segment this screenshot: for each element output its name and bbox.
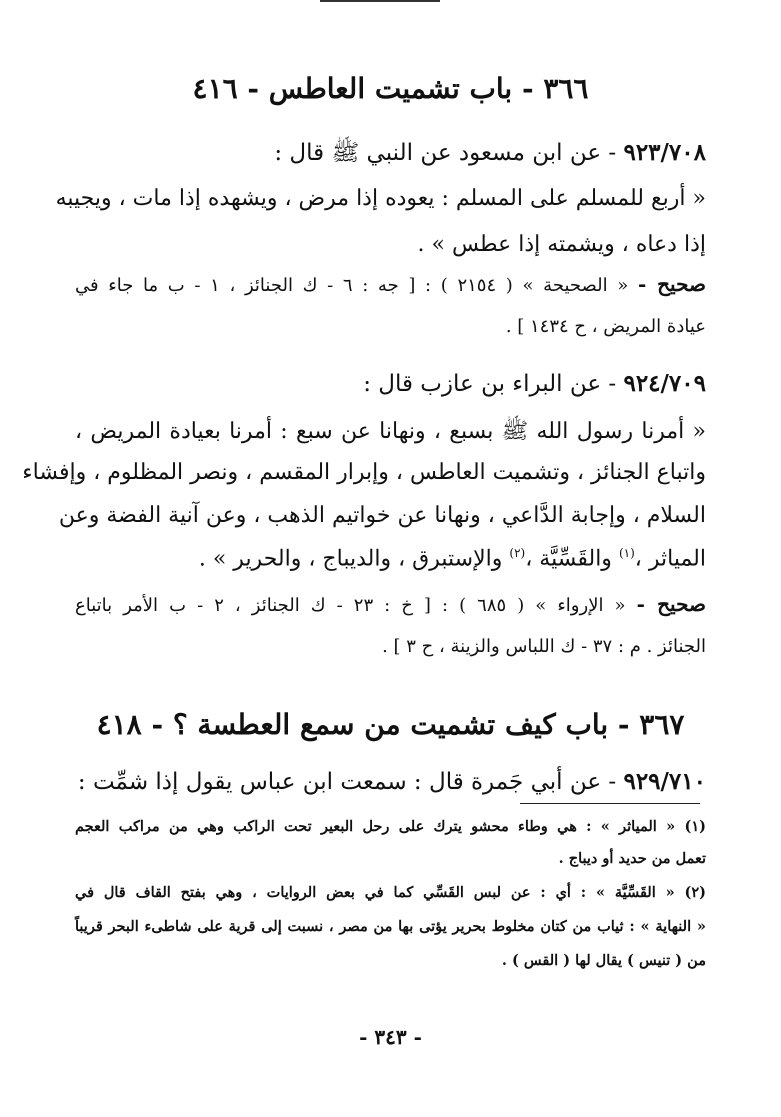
grade-source: « الإرواء » ( ٦٨٥ ) : [ خ : ٢٣ - ك الجنائز ، ٢ - ب الأمر باتباع [75, 595, 626, 616]
hadith-text-line: « أربع للمسلم على المسلم : يعوده إذا مرض ، ويشهده إذا مات ، ويجيبه [55, 186, 706, 211]
text-segment: والقَسِّيَّة ، [525, 546, 612, 572]
hadith-intro: - عن أبي جَمرة قال : سمعت ابن عباس يقول إذا شمِّت : [77, 769, 617, 795]
grade-line: عيادة المريض ، ح ١٤٣٤ ] . [505, 316, 706, 337]
hadith-header-708 [75, 138, 706, 172]
hadith-number: ٩٢٩/٧١٠ [623, 768, 706, 795]
grade-source: « الصحيحة » ( ٢١٥٤ ) : [ جه : ٦ - ك الجنائز ، ١ - ب ما جاء في [75, 275, 629, 296]
chapter-heading-367: ٣٦٧ - باب كيف تشميت من سمع العطسة ؟ - ٤١٨ [96, 708, 685, 741]
hadith-intro: - عن البراء بن عازب قال : [363, 371, 617, 397]
grade-label: صحيح - [636, 592, 706, 616]
footnote-ref-2[interactable]: (٢) [509, 546, 526, 560]
text-segment: المياثر ، [634, 546, 706, 572]
grade-label: صحيح - [637, 272, 706, 296]
hadith-intro: - عن ابن مسعود عن النبي ﷺ قال : [274, 140, 617, 166]
grade-line: الجنائز . م : ٣٧ - ك اللباس والزينة ، ح ٣ ] . [382, 636, 706, 657]
footnote-separator [520, 803, 700, 804]
footnote-1: (١) « المياثر » : هي وطاء محشو يترك على رحل البعير تحت الراكب وهي من مراكب العجم [75, 818, 706, 835]
hadith-text-line: إذا دعاه ، ويشمته إذا عطس » . [417, 232, 706, 257]
footnote-2: (٢) « القَسِّيَّة » : أي : عن لبس القَسِّي كما في بعض الروايات ، وهي بفتح القاف قال في [75, 884, 706, 901]
hadith-text-line: واتباع الجنائز ، وتشميت العاطس ، وإبرار المقسم ، ونصر المظلوم ، وإفشاء [22, 460, 706, 485]
hadith-header-710 [75, 768, 706, 795]
text-segment: والإستبرق ، والديباج ، والحرير » . [198, 546, 503, 572]
hadith-text-line: السلام ، وإجابة الدَّاعي ، ونهانا عن خواتيم الذهب ، وعن آنية الفضة وعن [58, 503, 706, 528]
page-number: - ٣٤٣ - [359, 1025, 422, 1049]
hadith-number: ٩٢٣/٧٠٨ [623, 139, 706, 166]
hadith-text-line: « أمرنا رسول الله ﷺ بسبع ، ونهانا عن سبع : أمرنا بعيادة المريض ، [75, 419, 706, 444]
chapter-heading-366: ٣٦٦ - باب تشميت العاطس - ٤١٦ [192, 72, 589, 105]
footnote-2-cont: « النهاية » : ثياب من كتان مخلوط بحرير يؤتى بها من مصر ، نسبت إلى قرية على شاطىء البحر قريباً [75, 918, 706, 935]
grade-line [75, 272, 706, 296]
footnote-1-cont: تعمل من حديد أو ديباج . [558, 850, 706, 867]
hadith-text-line [75, 546, 706, 571]
hadith-header-709 [75, 370, 706, 397]
footnote-2-cont: من ( تنيس ) يقال لها ( القس ) . [501, 952, 706, 969]
footnote-ref-1[interactable]: (١) [618, 546, 635, 560]
top-rule [320, 0, 440, 2]
hadith-number: ٩٢٤/٧٠٩ [623, 370, 706, 397]
grade-line [75, 592, 706, 616]
